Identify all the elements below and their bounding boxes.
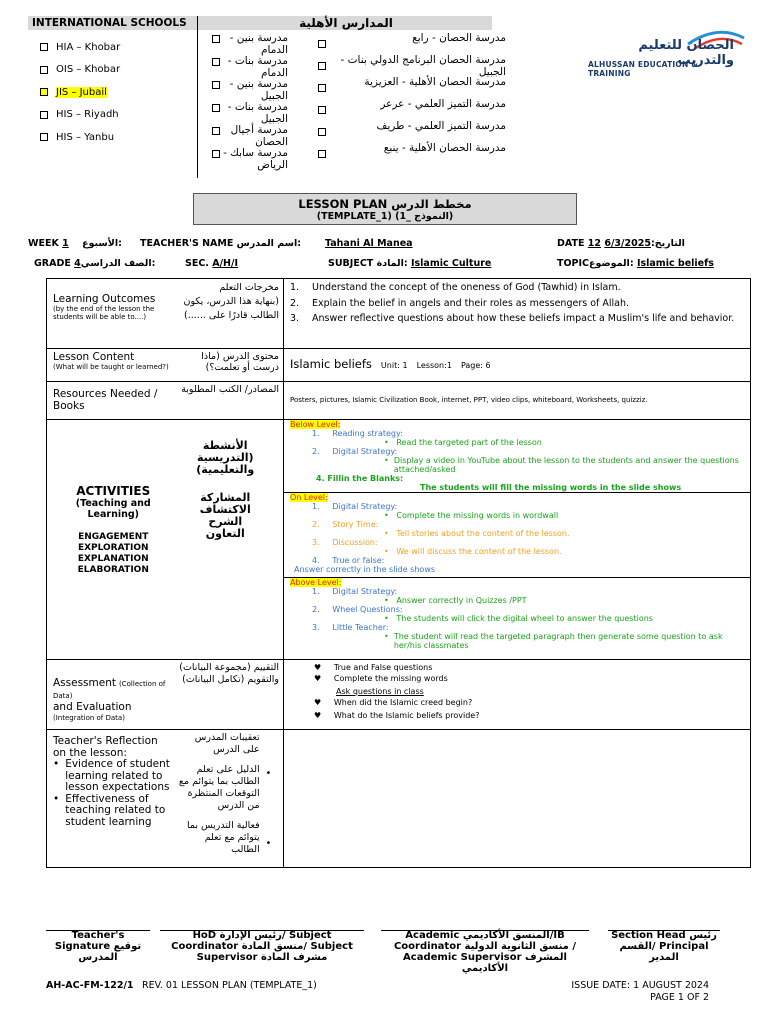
- resources-row: Resources Needed / Books المصادر/ الكتب المطلوبة Posters, pictures, Islamic Civilization Book, internet, PPT, video clips, whiteboard, Worksheets, quizziz.: [47, 382, 751, 420]
- topic-field: TOPICالموضوع: Islamic beliefs: [557, 258, 714, 269]
- checkbox-icon[interactable]: [318, 106, 326, 114]
- above-level-section[interactable]: Above Level: 1. Digital Strategy: • Answer correctly in Quizzes /PPT 2. Wheel Questions: • The students will click the digital wheel to answer the questions 3. Little Teacher: • The student will read the targeted paragraph then generate some question to ask her/his classmates: [290, 578, 723, 650]
- learning-outcomes-row: Learning Outcomes (by the end of the lesson the students will be able to....) مخرجات التعلم (بنهاية هذا الدرس، يكون الطالب قادرًا على ......) 1. Understand the concept of the oneness of God (Tawhid) in Islam. 2. Explain the belief in angels and their roles as messengers of Allah. 3. Answer reflective questions about how these beliefs impact a Muslim's life and behavior.: [47, 279, 751, 349]
- teacher-signature[interactable]: Teacher's Signature توقيع المدرس: [54, 930, 142, 963]
- subject-field: SUBJECT المادة: Islamic Culture: [328, 258, 492, 269]
- checkbox-icon[interactable]: [318, 128, 326, 136]
- activities-row: ACTIVITIES (Teaching and Learning) ENGAGEMENT EXPLORATION EXPLANATION ELABORATION الأنشطة (التدريسية والتعليمية) المشاركة الاكتشاف الشرح التعاون Below Level: 1. Reading strategy: • Read the targeted part of the lesson 2. Digital Strategy: • Display a video in YouTube about the lesson to the students and answer the questions attached/asked 4. Fillin the Blanks: The students will fill the missing words in the slide shows On Level: 1. Digital Strategy: • Complete the missing words in wordwall 2. Story Time: • Tell stories about the content of the lesson. 3. Discussion: • We will discuss the content of the lesson. 4. True or false: Answer correctly in the slide shows Above Level: 1. Digital Strategy: • Answer correctly in Quizzes /PPT 2. Wheel Questions: • The students will click the digital wheel to answer the questions 3. Little Teacher: • The student will read the targeted paragraph then generate some question to ask her/his classmates: [47, 420, 751, 660]
- intl-school-item[interactable]: JIS – Jubail: [40, 81, 190, 104]
- ar-school-item: مدرسة أجيال الحصان: [230, 124, 288, 148]
- form-code: AH-AC-FM-122/1: [46, 980, 134, 991]
- header-divider: [197, 16, 198, 178]
- logo-english-text: ALHUSSAN EDUCATION & TRAINING: [588, 60, 698, 78]
- assessment-content[interactable]: ♥ True and False questions ♥ Complete the missing words Ask questions in class ♥ When did the Islamic creed begin? ♥ What do the Islamic beliefs provide?: [284, 660, 751, 730]
- date-field: DATE 12 التاريخ:6/3/2025: [557, 238, 685, 249]
- checkbox-icon[interactable]: [40, 43, 48, 51]
- ar-school-item: مدرسة سابك - الرياض: [223, 147, 288, 171]
- checkbox-icon[interactable]: [212, 81, 220, 89]
- lesson-plan-title: LESSON PLAN مخطط الدرس (TEMPLATE_1) (النموذج _1): [193, 193, 577, 225]
- checkbox-icon[interactable]: [212, 127, 220, 135]
- checkbox-icon[interactable]: [318, 40, 326, 48]
- intl-school-item[interactable]: HIA – Khobar: [40, 36, 190, 59]
- lesson-content-value[interactable]: Islamic beliefs Unit: 1 Lesson:1 Page: 6: [284, 349, 751, 382]
- date-value[interactable]: 6/3/2025: [604, 238, 651, 249]
- week-field: WEEK 1 الأسبوع:: [28, 238, 122, 249]
- lesson-plan-table: [46, 278, 751, 868]
- intl-school-item[interactable]: OIS – Khobar: [40, 59, 190, 82]
- checkbox-icon[interactable]: [318, 150, 326, 158]
- issue-date: ISSUE DATE: 1 AUGUST 2024: [571, 980, 709, 991]
- checkbox-icon[interactable]: [212, 150, 220, 158]
- logo-arabic-text: الحصان للتعليم والتدريب: [638, 38, 734, 68]
- hod-signature[interactable]: HoD رئيس الإدارة/ Subject Coordinator منسق المادة/ Subject Supervisor مشرف المادة: [171, 930, 353, 963]
- ar-school-item: مدرسة التميز العلمي - طريف: [376, 120, 506, 132]
- subject-value[interactable]: Islamic Culture: [410, 258, 492, 269]
- reflection-row: Teacher's Reflection on the lesson: • Evidence of student learning related to lesson expectations • Effectiveness of teaching related to student learning تعقيبات المدرس على الدرس الدليل على تعلم الطالب بما يتوائم مع التوقعات المنتظرة من الدرس فعالية التدريس بما يتوائم مع تعلم الطالب • •: [47, 730, 751, 868]
- teacher-label: TEACHER'S NAME اسم المدرس:: [140, 238, 302, 249]
- lesson-content-row: Lesson Content (What will be taught or learned?) محتوى الدرس (ماذا درست أو تعلمت؟) Islamic beliefs Unit: 1 Lesson:1 Page: 6: [47, 349, 751, 382]
- on-level-section[interactable]: On Level: 1. Digital Strategy: • Complete the missing words in wordwall 2. Story Time: • Tell stories about the content of the lesson. 3. Discussion: • We will discuss the content of the lesson. 4. True or false: Answer correctly in the slide shows: [284, 493, 750, 578]
- intl-schools-header: INTERNATIONAL SCHOOLS: [28, 16, 200, 30]
- ar-school-col2: [316, 32, 506, 164]
- ar-school-item: مدرسة الحصان البرنامج الدولي بنات - الجبيل: [340, 54, 506, 78]
- checkbox-icon[interactable]: [40, 88, 48, 96]
- grade-value[interactable]: 4: [74, 258, 81, 269]
- checkbox-icon[interactable]: [212, 35, 220, 43]
- resources-value[interactable]: Posters, pictures, Islamic Civilization Book, internet, PPT, video clips, whiteboard, Worksheets, quizziz.: [284, 382, 751, 420]
- ar-school-item: مدرسة الحصان - رابع: [412, 32, 506, 44]
- section-value[interactable]: A/H/I: [212, 258, 239, 269]
- topic-value[interactable]: Islamic beliefs: [636, 258, 714, 269]
- checkbox-icon[interactable]: [212, 58, 220, 66]
- ar-school-item: مدرسة بنين - الدمام: [229, 32, 288, 56]
- ar-school-item: مدرسة الحصان الأهلية - العزيزية: [364, 76, 506, 88]
- section-field: SEC. A/H/I: [185, 258, 239, 269]
- intl-school-item[interactable]: HIS – Yanbu: [40, 126, 190, 149]
- alhussan-logo: [588, 24, 748, 78]
- checkbox-icon[interactable]: [212, 104, 220, 112]
- activities-content[interactable]: [284, 420, 751, 660]
- checkbox-icon[interactable]: [318, 62, 326, 70]
- page-number: PAGE 1 OF 2: [650, 992, 709, 1003]
- grade-field: GRADE 4الصف الدراسي:: [34, 258, 156, 269]
- ar-school-item: مدرسة بنات - الدمام: [227, 55, 288, 79]
- week-value[interactable]: 1: [62, 238, 69, 249]
- ar-school-item: مدرسة بنين - الجبيل: [229, 78, 288, 102]
- intl-school-list: [40, 36, 190, 149]
- academic-coordinator-signature[interactable]: Academic المنسق الأكاديمي/IB Coordinator منسق الثانوية الدولية / Academic Supervisor المشرف الأكاديمي: [393, 930, 577, 974]
- below-level-section[interactable]: Below Level: 1. Reading strategy: • Read the targeted part of the lesson 2. Digital Strategy: • Display a video in YouTube about the lesson to the students and answer the questions attached/asked 4. Fillin the Blanks: The students will fill the missing words in the slide shows: [284, 420, 750, 493]
- intl-school-item[interactable]: HIS – Riyadh: [40, 104, 190, 127]
- ar-school-item: مدرسة التميز العلمي - عرعر: [380, 98, 506, 110]
- assessment-row: Assessment (Collection of Data) and Evaluation (Integration of Data) التقييم (مجموعة البيانات) والتقويم (تكامل البيانات) ♥ True and False questions ♥ Complete the missing words Ask questions in class ♥ When did the Islamic creed begin? ♥ What do the Islamic beliefs provide?: [47, 660, 751, 730]
- learning-outcomes-list[interactable]: 1. Understand the concept of the oneness of God (Tawhid) in Islam. 2. Explain the belief in angels and their roles as messengers of Allah. 3. Answer reflective questions about how these beliefs impact a Muslim's life and behavior.: [284, 279, 751, 349]
- ar-school-col1: [206, 32, 306, 170]
- ar-school-item: مدرسة الحصان الأهلية - ينبع: [383, 142, 506, 154]
- teacher-name-value[interactable]: Tahani Al Manea: [325, 238, 413, 249]
- revision-info: REV. 01 LESSON PLAN (TEMPLATE_1): [142, 980, 317, 991]
- reflection-input[interactable]: [284, 730, 751, 868]
- checkbox-icon[interactable]: [40, 111, 48, 119]
- ar-school-item: مدرسة بنات - الجبيل: [227, 101, 288, 125]
- checkbox-icon[interactable]: [40, 133, 48, 141]
- private-schools-header: المدارس الأهلية: [200, 16, 492, 30]
- checkbox-icon[interactable]: [40, 66, 48, 74]
- section-head-signature[interactable]: Section Head رئيس القسم/ Principal المدير: [611, 930, 717, 963]
- checkbox-icon[interactable]: [318, 84, 326, 92]
